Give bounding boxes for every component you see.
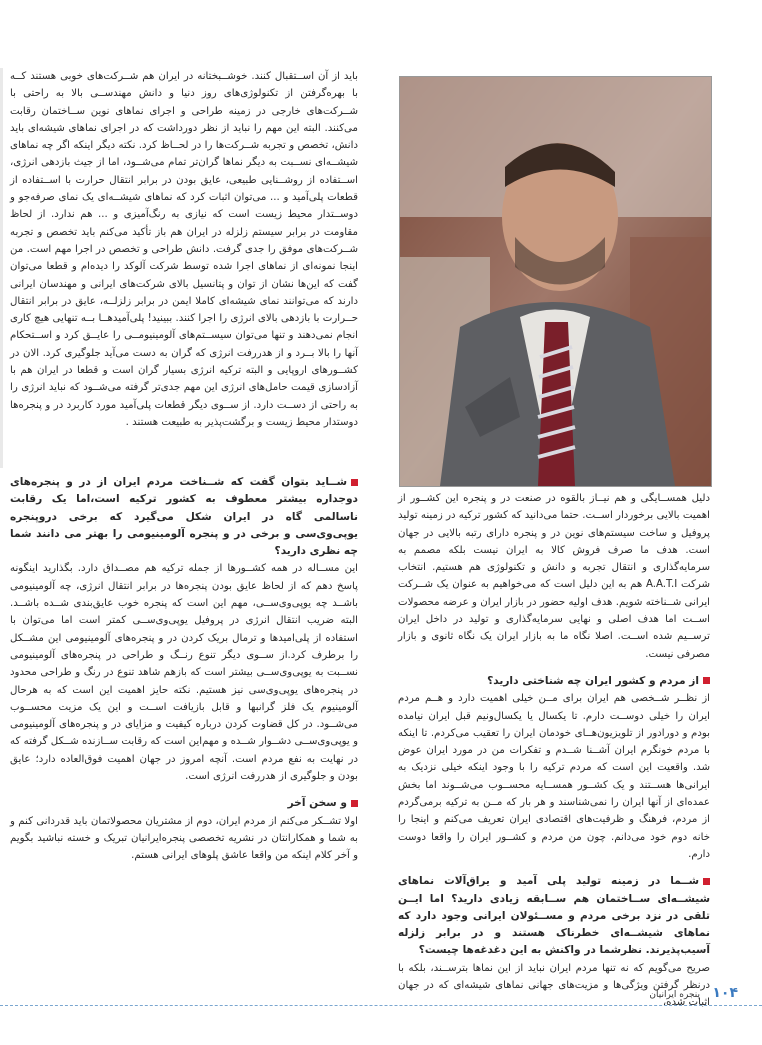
question-heading [398, 673, 710, 690]
question-block-upvc-aluminum [10, 474, 358, 785]
page-number: ۱۰۴ [712, 985, 738, 1001]
question-heading-text: شــما در زمینه تولید پلی آمید و یراق‌آلات نماهای شیشــه‌ای ســاختمان هم ســابقه زیادی دارید؟ اما ایــن تلقی در نزد برخی مردم و مســئولان ایرانی وجود دارد که نماهای شیشــه‌ای خطرناک هستند و در برابر زلزله آسیب‌پذیرند. نظرشما در واکنش به این دغدغه‌ها چیست؟ [398, 875, 710, 957]
answer-paragraph: صریح می‌گویم که نه تنها مردم ایران نباید از این نماها بترســند، بلکه با درنظر گرفتن ویژگی‌ها و مزیت‌های جهانی نماهای شیشه‌ای که در جهان اثبات شده، [398, 962, 710, 1009]
question-heading-text: شــاید بتوان گفت که شــناخت مردم ایران از در و پنجره‌های دوجداره بیشتر معطوف به کشور ترکیه است،اما یک رقابت ناسالمی گاه در ایران شکل می‌گیرد که برخی درو‌پنجره یوپی‌وی‌سی و برخی در و پنجره آلومینیومی را بهتر می دانند شما چه نظری دارید؟ [10, 476, 358, 558]
closing-heading [10, 795, 358, 812]
square-bullet-icon [703, 677, 710, 684]
question-heading [10, 474, 358, 560]
interviewee-portrait-image [400, 77, 711, 486]
closing-heading-text: و سخن آخر [287, 797, 347, 810]
interviewee-photo [399, 76, 712, 487]
footer-divider [0, 1005, 762, 1006]
question-heading-text: از مردم و کشور ایران چه شناختی دارید؟ [487, 674, 699, 687]
answer-paragraph: از نظــر شــخصی هم ایران برای مــن خیلی اهمیت دارد و هــم مردم ایران را خیلی دوســت دارم. تا یکسال یا یکسال‌ونیم قبل ایران نیامده بودم و دورادور از تلویزیون‌هــای خودمان ایران را تعقیب می‌کردم. تا اینکه با مردم خونگرم ایران آشــنا شــدم و تفکرات من در مورد ایران عوض شد. واقعیت این است که مردم ترکیه را با وجود اینکه خیلی نزدیک به ایرانی‌ها هســتند و یک کشــور همســایه محســوب می‌شــوند اما بخش عمده‌ای از آنها ایران را نمی‌شناسند و هر بار که مــن به ترکیه برمی‌گردم از مردم، فرهنگ و ظرفیت‌های اقتصادی ایران تعریف می‌کنم و اینجا را خانه دوم خود می‌دانم. چون من مردم و کشــور ایران را واقعا دوست دارم. [398, 693, 710, 860]
paragraph-energy-facades: باید از آن اســتقبال کنند. خوشــبختانه در ایران هم شــرکت‌های خوبی هستند کــه با بهره‌گرفتن از تکنولوژی‌های روز دنیا و دانش مهندســی بالا به راحتی با شــرکت‌های خارجی در زمینه طراحی و اجرای نماهای نوین ســاختمان رقابت می‌کنند. البته این مهم را نباید از نظر دورداشت که در اجرای نماهای شیشه‌ای باید دانش، تخصص و تجربه شــرکت‌ها را در لحــاظ کرد. نکته دیگر اینکه اگر چه نماهای شیشــه‌ای نســبت به دیگر نماها گران‌تر تمام می‌شــود، اما از جیث بازدهی انرژی، اســتفاده از روشــنایی طبیعی، عایق بودن در برابر انتقال حرارت با اســتفاده از قطعات پلی‌آمید و ... می‌توان اثبات کرد که نماهای شیشــه‌ای یک نمای صرفه‌جو و دوســتدار محیط زیست است که نیازی به رنگ‌آمیزی و ... هم ندارد. از لحاظ مقاومت در برابر سیستم زلزله در ایران هم باز تأکید می‌کنم باید تخصص و تجربه شــرکت‌های موفق را جدی گرفت. دانش طراحی و تخصص در اجرا مهم است. من اینجا نمونه‌ای از نماهای اجرا شده توسط شرکت آلوکد را دیده‌ام و قطعا می‌توان گفت که این‌ها نشان از توان و پتانسیل بالای شرکت‌های ایرانی و مهندسان ایرانی دارند که می‌توانند نمای شیشه‌ای کاملا ایمن در برابر زلزلــه، عایق در برابر انتقال حــرارت با بازدهی بالای انرژی را اجرا کنند. ببینید! پلی‌آمیدهــا بــه تنهایی هیچ کاری انجام نمی‌دهند و تنها می‌توان سیســتم‌های آلومینیومــی را عایــق کرد و اســتحکام آنها را بالا بــرد و از هدررفت انرژی که گران به دست می‌آید جلوگیری کرد. الان در کشــورهای اروپایی و البته ترکیه انرژی بسیار گران است و قطعا در ایران هم با آزادسازی قیمت حامل‌های انرژی این مهم جدی‌تر گرفته می‌شــود که نباید انرژی را به راحتی از دســت دارد. از ســوی دیگر قطعات پلی‌آمید مورد کاربرد در و پنجره‌ها دوستدار محیط زیست و برگشت‌پذیر به طبیعت هستند . [10, 71, 358, 428]
square-bullet-icon [351, 800, 358, 807]
page-edge-mark [0, 68, 3, 468]
square-bullet-icon [703, 878, 710, 885]
footer-magazine-name: پنجره ایرانیان [649, 990, 700, 1000]
answer-paragraph: این مســاله در همه کشــورها از جمله ترکیه هم مصــداق دارد. بگذارید اینگونه پاسخ دهم که از لحاظ عایق بودن پنجره‌ها در برابر انتقال انرژی، چه آلومینیومی باشــد چه یوپی‌وی‌ســی، مهم این است که پنجره خوب عایق‌بندی شــده باشــد. البته ضریب انتقال انرژی در پروفیل یوپی‌وی‌ســی کمتر است اما می‌توان با استفاده از پلی‌امیدها و ترمال بریک کردن در و پنجره‌های آلومینیومی این مشــکل را برطرف کرد.از ســوی دیگر تنوع رنــگ و طراحی در پنجره‌های آلومینیومی نســبت به یوپی‌وی‌ســی بیشتر است که بازهم شاهد تنوع در رنگ و طراحی محدود در پنجره‌های یوپی‌وی‌سی نیز هستیم. نکته حایز اهمیت این است که به هرحال آلومینیوم یک فلز گرانبها و قابل بازیافت اســت و این یک مزیت محســوب می‌شــود. در کل قضاوت کردن درباره کیفیت و مزایای در و پنجره‌های آلومینیومی و یوپی‌وی‌ســی دشــوار شــده و مهم‌این است که رقابت ســازنده شــکل گرفته که در نهایت به نفع مردم است. آنچه امروز در جهان اهمیت فوق‌العاده دارد؛ عایق بودن و جلوگیری از هدررفت انرژی است. [10, 563, 358, 783]
closing-paragraph: اولا تشــکر می‌کنم از مردم ایران، دوم از مشتریان محصولاتمان باید قدردانی کنم و به شما و همکارانتان در نشریه تخصصی پنجره‌ایرانیان تبریک و خسته نباشید بگویم و آخر کلام اینکه من واقعا عاشق پلوهای ایرانی هستم. [10, 815, 358, 862]
article-column-left-bottom [10, 474, 358, 865]
article-column-left-top [10, 68, 358, 431]
intro-paragraph: دلیل همســایگی و هم نیــاز بالقوه در صنعت در و پنجره این کشــور از اهمیت بالایی برخوردار اســت. حتما می‌دانید که کشور ترکیه در زمینه تولید پروفیل و ساخت سیستم‌های نوین در و پنجره دارای رتبه بالایی در جهان است. هدف ما صرف فروش کالا به ایران نیست بلکه مصمم به سرمایه‌گذاری و انتقال تجربه و دانش و تکنولوژی هم هستیم. انتخاب شرکت A.A.T.I هم به این دلیل است که می‌خواهیم به عنوان یک شــرکت ایرانی شــناخته شویم. هدف اولیه حضور در بازار ایران و عرضه محصولات اســت اما هدف اصلی و نهایی سرمایه‌گذاری و تولید در داخل ایران ترســیم شده اســت. اصلا نگاه ما به بازار ایران یک نگاه ثانوی و بازار مصرفی نیست. [398, 493, 710, 660]
square-bullet-icon [351, 479, 358, 486]
question-heading [398, 873, 710, 959]
closing-block [10, 795, 358, 864]
question-block-iran-people [398, 673, 710, 863]
article-column-right-bottom [398, 490, 710, 1012]
